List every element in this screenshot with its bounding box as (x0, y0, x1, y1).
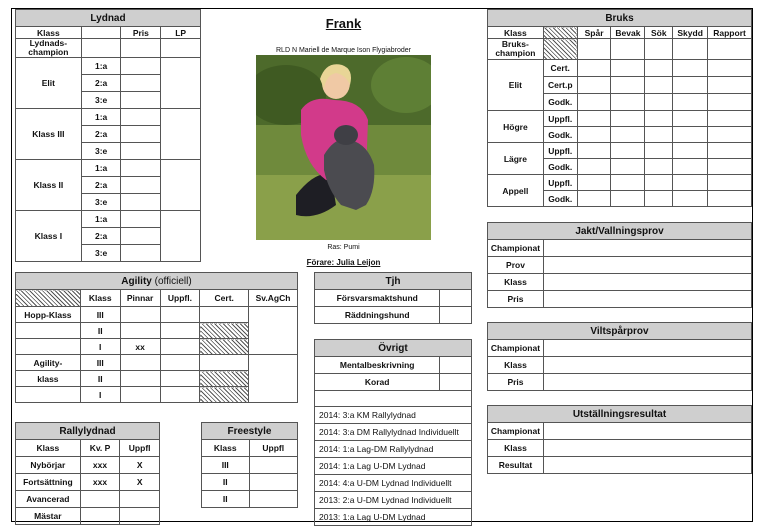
ovrigt-entry: 2013: 2:a U-DM Lydnad Individuellt (315, 492, 472, 509)
bruks-table (487, 9, 752, 207)
rally-table: Rallylydnad Klass Kv. P Uppfl Nybörjar xxx X Fortsättning xxx X Avancerad Mästar (15, 422, 160, 525)
bruks-row: Godk. (543, 127, 577, 143)
lydnad-class-3: Klass III (16, 109, 82, 160)
rally-title: Rallylydnad (16, 423, 160, 440)
ovrigt-entry: 2014: 1:a Lag U-DM Lydnad (315, 458, 472, 475)
ovrigt-table (314, 339, 472, 526)
lydnad-class-2: Klass II (16, 160, 82, 211)
photo-illustration (256, 55, 431, 240)
lydnad-level: 3:e (81, 92, 121, 109)
bruks-header-klass: Klass (488, 27, 544, 39)
freestyle-row: II (202, 491, 250, 508)
lydnad-class-elit: Elit (16, 58, 82, 109)
bruks-class-elit: Elit (488, 60, 544, 111)
utst-row: Resultat (488, 457, 544, 474)
agility-level: I (80, 339, 120, 355)
rally-header-kvp: Kv. P (80, 440, 120, 457)
vilt-row: Championat (488, 340, 544, 357)
vilt-row: Klass (488, 357, 544, 374)
rally-row-klass: Avancerad (16, 491, 81, 508)
agility-level: III (80, 355, 120, 371)
lydnad-header-pris: Pris (121, 27, 161, 39)
bruks-row: Cert. (543, 60, 577, 77)
agility-klass-label: Agility- (16, 355, 81, 371)
dog-handler: Förare: Julia Leijon (306, 258, 381, 267)
bruks-row: Godk. (543, 94, 577, 111)
lydnad-level: 1:a (81, 211, 121, 228)
freestyle-row: II (202, 474, 250, 491)
freestyle-title: Freestyle (202, 423, 298, 440)
bruks-header-skydd: Skydd (673, 27, 708, 39)
bruks-class-lagre: Lägre (488, 143, 544, 175)
bruks-row: Godk. (543, 191, 577, 207)
bruks-row: Uppfl. (543, 143, 577, 159)
lydnad-title: Lydnad (16, 10, 201, 27)
bruks-title: Bruks (488, 10, 752, 27)
dog-name: Frank (325, 16, 362, 31)
agility-pinnar-value: xx (120, 339, 160, 355)
jakt-row: Prov (488, 257, 544, 274)
rally-header-klass: Klass (16, 440, 81, 457)
freestyle-row: III (202, 457, 250, 474)
rally-row-klass: Nybörjar (16, 457, 81, 474)
ovrigt-entry: 2014: 3:a KM Rallylydnad (315, 407, 472, 424)
ovrigt-row: Mentalbeskrivning (315, 357, 440, 374)
vilt-table (487, 322, 752, 391)
bruks-header-spar: Spår (577, 27, 611, 39)
jakt-row: Pris (488, 291, 544, 308)
tjh-table (314, 272, 472, 324)
lydnad-level: 1:a (81, 109, 121, 126)
lydnad-champion: Lydnads-champion (16, 39, 82, 58)
lydnad-level: 2:a (81, 228, 121, 245)
lydnad-table (15, 9, 201, 262)
dog-header (202, 10, 485, 54)
freestyle-header-klass: Klass (202, 440, 250, 457)
bruks-row: Cert.p (543, 77, 577, 94)
bruks-header-bevak: Bevak (611, 27, 645, 39)
vilt-title: Viltspårprov (488, 323, 752, 340)
lydnad-level: 3:e (81, 194, 121, 211)
agility-level: III (80, 307, 120, 323)
dog-breed: Ras: Pumi (327, 244, 360, 251)
agility-header-uppfl: Uppfl. (160, 290, 200, 307)
lydnad-header-lp: LP (161, 27, 201, 39)
jakt-table (487, 222, 752, 308)
tjh-title: Tjh (315, 273, 472, 290)
jakt-title: Jakt/Vallningsprov (488, 223, 752, 240)
dog-registration: RLD N Mariell de Marque Ison Flygiabroder (276, 47, 411, 54)
lydnad-level: 3:e (81, 245, 121, 262)
agility-level: I (80, 387, 120, 403)
agility-header-klass: Klass (80, 290, 120, 307)
utst-table (487, 405, 752, 474)
bruks-row: Godk. (543, 159, 577, 175)
lydnad-level: 1:a (81, 58, 121, 75)
agility-table (15, 272, 298, 403)
lydnad-header-klass: Klass (16, 27, 82, 39)
tjh-row: Försvarsmaktshund (315, 290, 440, 307)
lydnad-level: 3:e (81, 143, 121, 160)
rally-row-klass: Fortsättning (16, 474, 81, 491)
lydnad-level: 2:a (81, 126, 121, 143)
rally-row-klass: Mästar (16, 508, 81, 525)
ovrigt-entry: 2014: 1:a Lag-DM Rallylydnad (315, 441, 472, 458)
ovrigt-entry: 2014: 3:a DM Rallylydnad Individuellt (315, 424, 472, 441)
bruks-row: Uppfl. (543, 175, 577, 191)
bruks-class-appell: Appell (488, 175, 544, 207)
agility-header-pinnar: Pinnar (120, 290, 160, 307)
utst-row: Championat (488, 423, 544, 440)
vilt-row: Pris (488, 374, 544, 391)
freestyle-table (201, 422, 298, 508)
ovrigt-row: Korad (315, 374, 440, 391)
jakt-row: Klass (488, 274, 544, 291)
bruks-class-hogre: Högre (488, 111, 544, 143)
dog-photo (256, 55, 431, 240)
agility-level: II (80, 371, 120, 387)
freestyle-header-uppfl: Uppfl (249, 440, 297, 457)
bruks-header-sok: Sök (645, 27, 673, 39)
jakt-row: Championat (488, 240, 544, 257)
ovrigt-entry: 2013: 1:a Lag U-DM Lydnad (315, 509, 472, 526)
lydnad-class-1: Klass I (16, 211, 82, 262)
utst-row: Klass (488, 440, 544, 457)
lydnad-level: 1:a (81, 160, 121, 177)
bruks-champion: Bruks-champion (488, 39, 544, 60)
tjh-row: Räddningshund (315, 307, 440, 324)
ovrigt-title: Övrigt (315, 340, 472, 357)
bruks-header-rapport: Rapport (708, 27, 752, 39)
agility-header-cert: Cert. (200, 290, 249, 307)
agility-title: Agility (officiell) (16, 273, 298, 290)
bruks-row: Uppfl. (543, 111, 577, 127)
utst-title: Utställningsresultat (488, 406, 752, 423)
ovrigt-entry: 2014: 4:a U-DM Lydnad Individuellt (315, 475, 472, 492)
agility-level: II (80, 323, 120, 339)
rally-header-uppfl: Uppfl (120, 440, 160, 457)
lydnad-level: 2:a (81, 177, 121, 194)
lydnad-level: 2:a (81, 75, 121, 92)
agility-hopp-label: Hopp-Klass (16, 307, 81, 323)
agility-klass-label-2: klass (16, 371, 81, 387)
agility-header-svagch: Sv.AgCh (249, 290, 298, 307)
